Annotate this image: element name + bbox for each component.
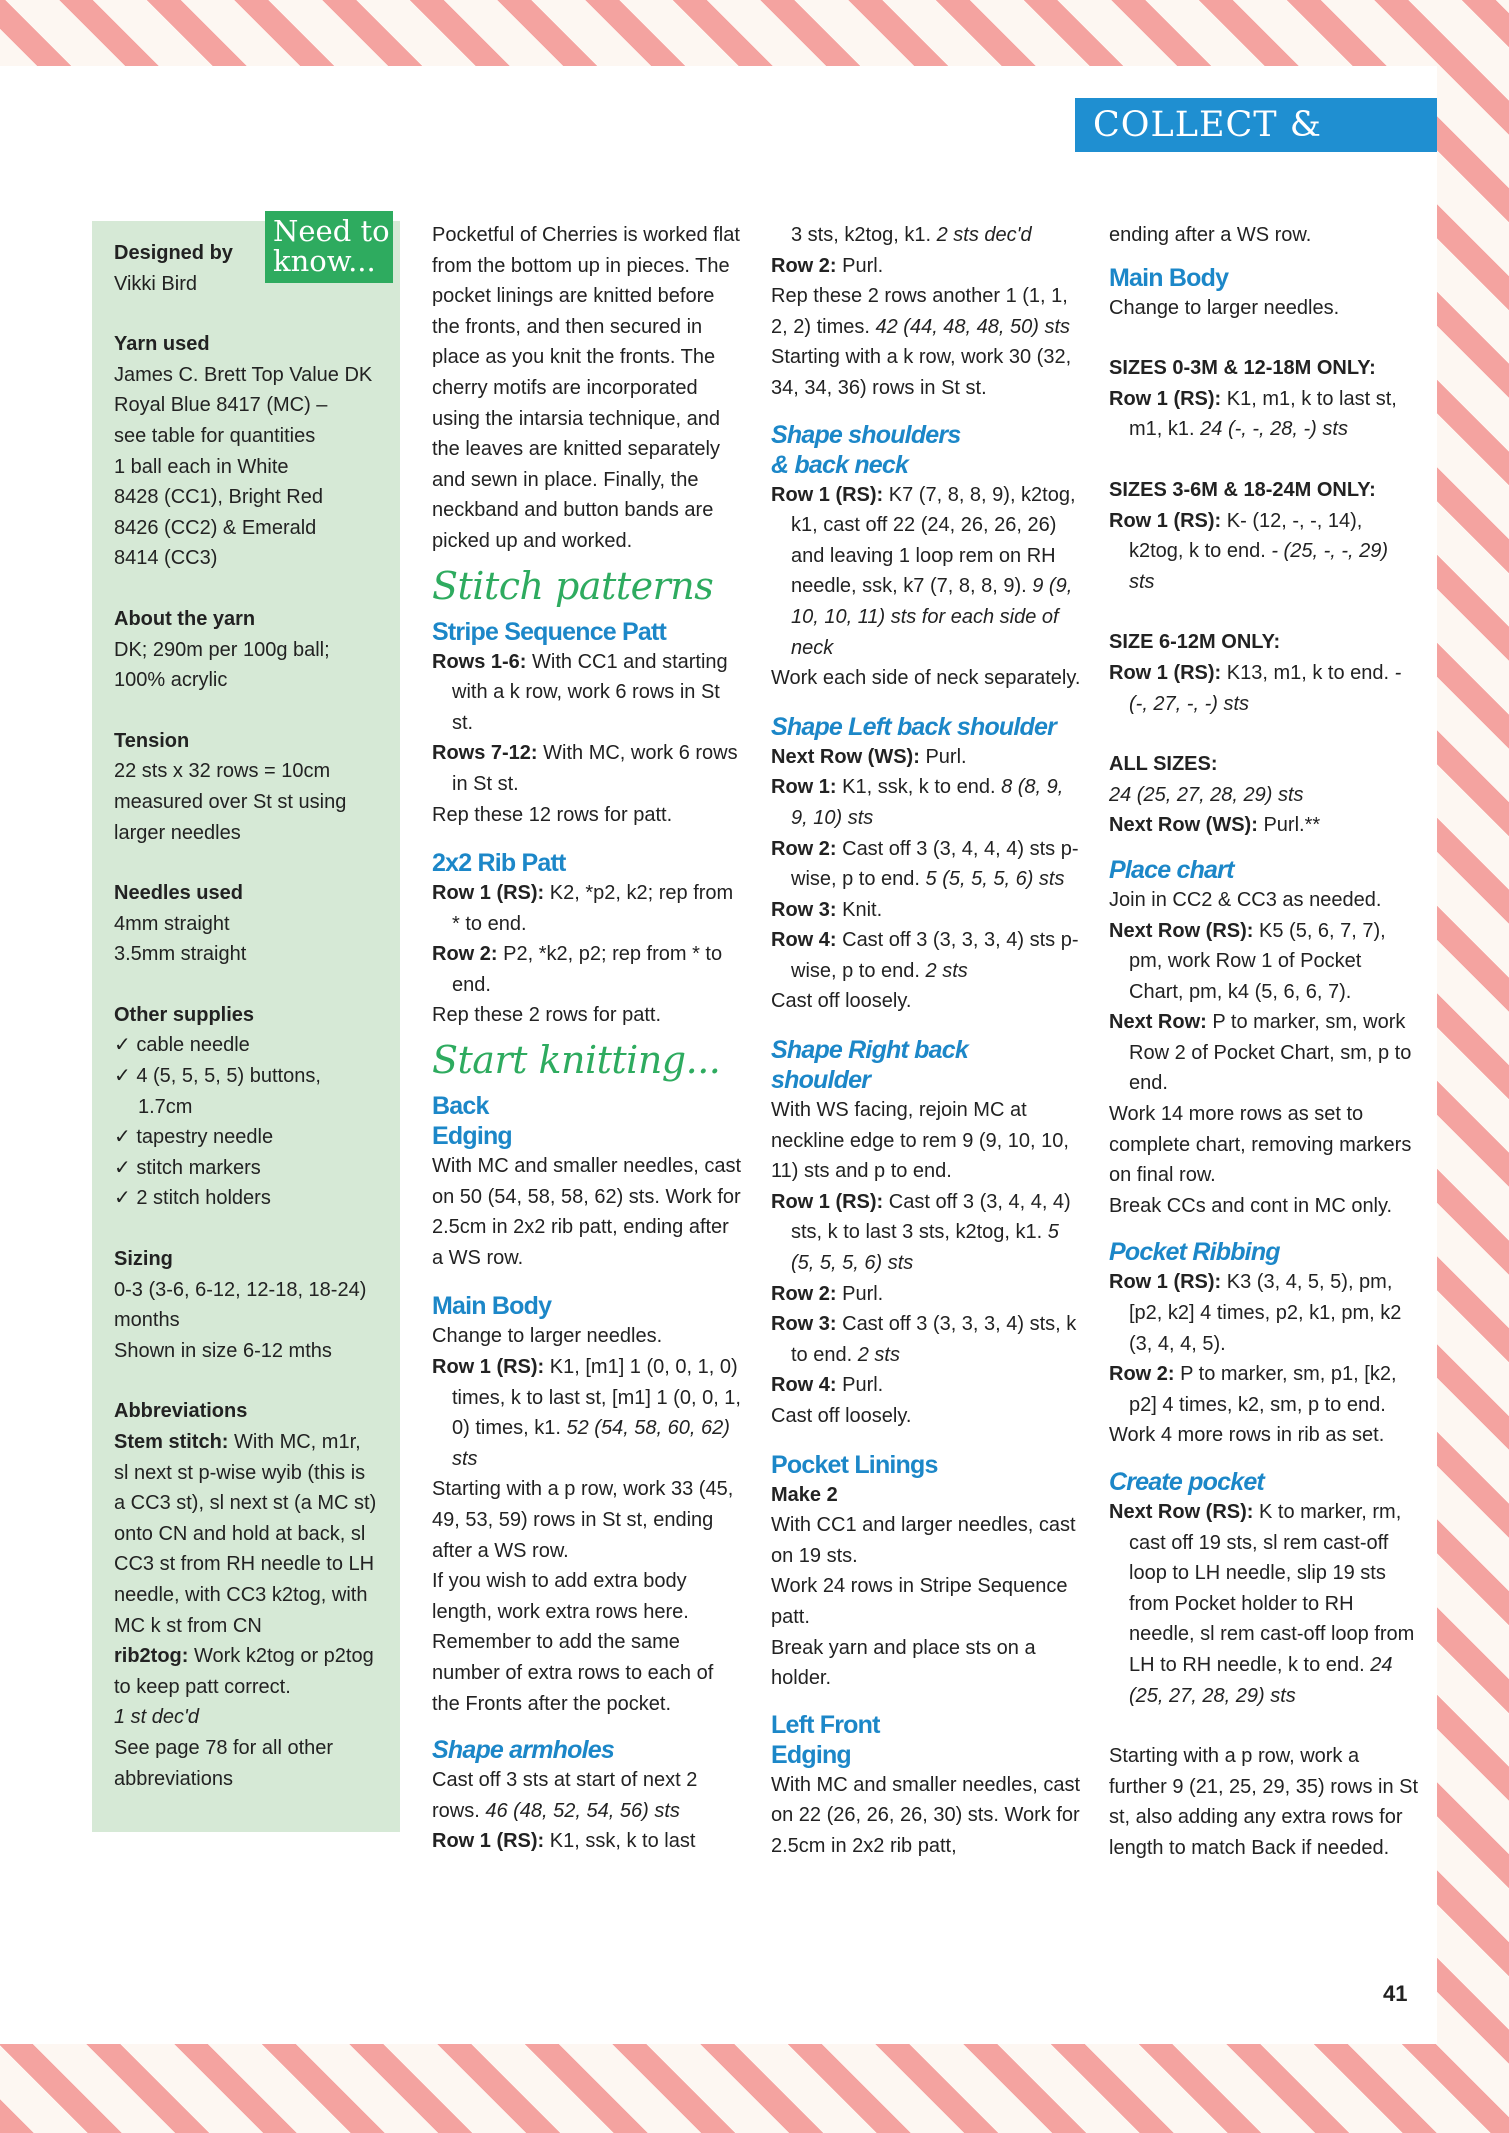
supply-item: ✓ cable needle [114, 1034, 250, 1057]
instruction-row: Next Row (RS): K5 (5, 6, 7, 7), pm, work Row 1 of Pocket Chart, pm, k4 (5, 6, 6, 7). [1109, 919, 1386, 1003]
instruction-text: With CC1 and larger needles, cast on 19 sts. [771, 1514, 1076, 1567]
yarn-label: Yarn used [114, 333, 210, 356]
instruction-row: Next Row (WS): Purl. [771, 745, 967, 768]
collect-keep-banner: COLLECT & KEEP [1075, 98, 1437, 152]
size-group-label: SIZES 0-3M & 12-18M ONLY: [1109, 357, 1376, 380]
yarn-line: see table for quantities [114, 424, 316, 447]
left-front-heading: Left Front [771, 1710, 880, 1739]
abbreviations-label: Abbreviations [114, 1400, 248, 1423]
shape-armholes-heading: Shape armholes [432, 1736, 614, 1765]
check-icon: ✓ [114, 1187, 131, 1210]
yarn-line: Royal Blue 8417 (MC) – [114, 394, 328, 417]
stitch-count: 24 (25, 27, 28, 29) sts [1109, 783, 1304, 806]
instruction-text: Starting with a p row, work a further 9 (21, 25, 29, 35) rows in St st, also adding any extra rows for length to match Back if needed. [1109, 1745, 1419, 1859]
needles-line: 4mm straight [114, 912, 230, 935]
instruction-text: Cast off 3 sts at start of next 2 rows. 46 (48, 52, 54, 56) sts [432, 1769, 698, 1822]
need-to-know-sidebar [92, 221, 400, 1832]
instruction-row: Row 3: Knit. [771, 898, 883, 921]
stem-stitch-abbrev: Stem stitch: With MC, m1r, sl next st p-wise wyib (this is a CC3 st), sl next st (a MC st) onto CN and hold at back, sl CC3 st from RH needle to LH needle, with CC3 k2tog, with MC k st from CN [114, 1431, 377, 1637]
instruction-row: Next Row (RS): K to marker, rm, cast off 19 sts, sl rem cast-off loop to LH needle, slip 19 sts from Pocket holder to RH needle, sl rem cast-off loop from LH to RH needle, k to end. 24 (25, 27, 28, 29) sts [1109, 1501, 1415, 1707]
instruction-row: Row 1 (RS): K3 (3, 4, 5, 5), pm, [p2, k2] 4 times, p2, k1, pm, k2 (3, 4, 4, 5). [1109, 1271, 1402, 1355]
instruction-row: Row 1 (RS): K13, m1, k to end. - (-, 27, -, -) sts [1109, 661, 1402, 715]
page-number: 41 [1383, 1981, 1408, 2006]
instruction-row: 3 sts, k2tog, k1. 2 sts dec'd [791, 224, 1032, 246]
main-body-heading: Main Body [432, 1292, 552, 1321]
place-chart-heading: Place chart [1109, 855, 1234, 884]
rib2tog-abbrev: rib2tog: Work k2tog or p2tog to keep patt correct. [114, 1645, 374, 1698]
instruction-text: Starting with a p row, work 33 (45, 49, 53, 59) rows in St st, ending after a WS row. [432, 1478, 734, 1562]
instruction-row: Rows 7-12: With MC, work 6 rows in St st. [432, 742, 738, 795]
rib2tog-dec: 1 st dec'd [114, 1706, 199, 1729]
needles-line: 3.5mm straight [114, 943, 247, 966]
instruction-text: Break CCs and cont in MC only. [1109, 1194, 1393, 1217]
edging-heading: Edging [432, 1122, 512, 1151]
instruction-row: Row 1 (RS): K- (12, -, -, 14), k2tog, k to end. - (25, -, -, 29) sts [1109, 509, 1389, 593]
instruction-row: Row 1 (RS): K1, m1, k to last st, m1, k1. 24 (-, -, 28, -) sts [1109, 387, 1397, 441]
shape-right-back-shoulder-heading: Shape Right back shoulder [771, 1036, 968, 1095]
instruction-row: Row 2: P2, *k2, p2; rep from * to end. [432, 943, 723, 996]
size-group-label: SIZE 6-12M ONLY: [1109, 631, 1281, 654]
instruction-text: With MC and smaller needles, cast on 22 (26, 26, 26, 30) sts. Work for 2.5cm in 2x2 rib patt, [771, 1773, 1081, 1857]
instruction-text: Rep these 12 rows for patt. [432, 803, 673, 826]
start-knitting-heading: Start knitting... [432, 1038, 721, 1083]
rib-patt-heading: 2x2 Rib Patt [432, 849, 566, 878]
designed-by-label: Designed by [114, 242, 233, 264]
instruction-row: Next Row (WS): Purl.** [1109, 814, 1321, 837]
check-icon: ✓ [114, 1126, 131, 1149]
tension-line: 22 sts x 32 rows = 10cm [114, 760, 331, 783]
instruction-text: Cast off loosely. [771, 1405, 912, 1427]
needles-label: Needles used [114, 882, 243, 905]
instruction-text: With MC and smaller needles, cast on 50 (54, 58, 58, 62) sts. Work for 2.5cm in 2x2 rib patt, ending after a WS row. [432, 1155, 742, 1269]
check-icon: ✓ [114, 1065, 131, 1088]
instruction-row: Row 4: Purl. [771, 1374, 884, 1397]
shape-left-back-shoulder-heading: Shape Left back shoulder [771, 712, 1057, 741]
column-3 [1109, 220, 1419, 1864]
supply-item: ✓ 4 (5, 5, 5, 5) buttons, 1.7cm [114, 1065, 321, 1118]
supply-item: ✓ tapestry needle [114, 1126, 274, 1149]
yarn-line: 8414 (CC3) [114, 547, 218, 570]
instruction-text: If you wish to add extra body length, work extra rows here. Remember to add the same number of extra rows to each of the Fronts after the pocket. [432, 1570, 714, 1715]
instruction-row: Row 4: Cast off 3 (3, 3, 3, 4) sts p-wise, p to end. 2 sts [771, 929, 1079, 982]
supply-item: ✓ 2 stitch holders [114, 1187, 271, 1210]
front-main-body-heading: Main Body [1109, 263, 1229, 292]
check-icon: ✓ [114, 1034, 131, 1057]
instruction-row: Row 3: Cast off 3 (3, 3, 3, 4) sts, k to end. 2 sts [771, 1313, 1077, 1366]
instruction-row: Row 1: K1, ssk, k to end. 8 (8, 9, 9, 10) sts [771, 776, 1064, 829]
instruction-text: Change to larger needles. [432, 1325, 663, 1348]
instruction-text: Work each side of neck separately. [771, 667, 1081, 690]
about-line: 100% acrylic [114, 669, 228, 692]
column-2 [771, 220, 1081, 1862]
instruction-text: Starting with a k row, work 30 (32, 34, 34, 36) rows in St st. [771, 346, 1072, 399]
instruction-row: Rows 1-6: With CC1 and starting with a k row, work 6 rows in St st. [432, 650, 728, 734]
about-yarn-label: About the yarn [114, 607, 256, 630]
tension-label: Tension [114, 729, 190, 752]
instruction-row: Row 2: Cast off 3 (3, 4, 4, 4) sts p-wise, p to end. 5 (5, 5, 5, 6) sts [771, 837, 1079, 891]
stitch-patterns-heading: Stitch patterns [432, 563, 714, 608]
yarn-line: 8426 (CC2) & Emerald [114, 516, 317, 539]
pocket-linings-heading: Pocket Linings [771, 1450, 938, 1479]
make-2-label: Make 2 [771, 1483, 838, 1506]
see-page-note: See page 78 for all other abbreviations [114, 1736, 334, 1790]
instruction-row: Row 1 (RS): K2, *p2, k2; rep from * to end. [432, 882, 734, 935]
instruction-row: Row 2: Purl. [771, 254, 884, 277]
yarn-line: 8428 (CC1), Bright Red [114, 486, 323, 509]
column-1 [432, 220, 742, 1857]
supply-item: ✓ stitch markers [114, 1156, 261, 1179]
sizing-shown: Shown in size 6-12 mths [114, 1339, 332, 1362]
designer-name: Vikki Bird [114, 272, 197, 295]
instruction-text: Change to larger needles. [1109, 296, 1340, 319]
sizing-label: Sizing [114, 1248, 173, 1271]
about-line: DK; 290m per 100g ball; [114, 638, 330, 661]
size-group-label: ALL SIZES: [1109, 753, 1218, 776]
instruction-row: Row 1 (RS): Cast off 3 (3, 4, 4, 4) sts, k to last 3 sts, k2tog, k1. 5 (5, 5, 5, 6) sts [771, 1190, 1071, 1275]
instruction-text: Work 14 more rows as set to complete chart, removing markers on final row. [1109, 1103, 1412, 1187]
yarn-line: 1 ball each in White [114, 455, 289, 478]
page [0, 66, 1437, 2044]
tension-line: measured over St st using [114, 790, 347, 813]
need-to-know-tag: Need to know... [265, 211, 393, 283]
instruction-row: Next Row: P to marker, sm, work Row 2 of Pocket Chart, sm, p to end. [1109, 1011, 1412, 1095]
instruction-text: Work 24 rows in Stripe Sequence patt. [771, 1575, 1068, 1628]
size-group-label: SIZES 3-6M & 18-24M ONLY: [1109, 478, 1376, 501]
pocket-ribbing-heading: Pocket Ribbing [1109, 1238, 1280, 1267]
sizing-text: 0-3 (3-6, 6-12, 12-18, 18-24) months [114, 1278, 367, 1332]
instruction-text: Rep these 2 rows for patt. [432, 1004, 662, 1027]
instruction-text: With WS facing, rejoin MC at neckline edge to rem 9 (9, 10, 10, 11) sts and p to end. [771, 1099, 1069, 1183]
instruction-row: Row 2: P to marker, sm, p1, [k2, p2] 4 times, k2, sm, p to end. [1109, 1363, 1397, 1416]
instruction-row: Row 1 (RS): K7 (7, 8, 8, 9), k2tog, k1, cast off 22 (24, 26, 26, 26) and leaving 1 loop rem on RH needle, ssk, k7 (7, 8, 8, 9). 9 (9, 10, 10, 11) sts for each side of neck [771, 483, 1076, 659]
instruction-text: Cast off loosely. [771, 990, 912, 1013]
instruction-text: ending after a WS row. [1109, 224, 1312, 246]
instruction-text: Break yarn and place sts on a holder. [771, 1636, 1036, 1690]
instruction-text: Work 4 more rows in rib as set. [1109, 1424, 1385, 1447]
instruction-row: Row 1 (RS): K1, ssk, k to last [432, 1830, 696, 1853]
intro-text: Pocketful of Cherries is worked flat from the bottom up in pieces. The pocket linings are knitted before the fronts, and then secured in place as you knit the fronts. The cherry motifs are incorporated using the intarsia technique, and the leaves are knitted separately and sewn in place. Finally, the neckband and button bands are picked up and worked. [432, 224, 740, 552]
instruction-row: Row 1 (RS): K1, [m1] 1 (0, 0, 1, 0) times, k to last st, [m1] 1 (0, 0, 1, 0) times, k1. 52 (54, 58, 60, 62) sts [432, 1356, 741, 1470]
back-heading: Back [432, 1092, 489, 1121]
left-front-edging-heading: Edging [771, 1740, 851, 1769]
yarn-line: James C. Brett Top Value DK [114, 363, 373, 386]
instruction-text: Rep these 2 rows another 1 (1, 1, 2, 2) times. 42 (44, 48, 48, 50) sts [771, 285, 1071, 338]
instruction-row: Row 2: Purl. [771, 1282, 884, 1305]
instruction-text: Join in CC2 & CC3 as needed. [1109, 888, 1382, 911]
create-pocket-heading: Create pocket [1109, 1468, 1264, 1496]
supplies-label: Other supplies [114, 1003, 255, 1026]
stripe-sequence-heading: Stripe Sequence Patt [432, 617, 667, 646]
shape-shoulders-heading: Shape shoulders & back neck [771, 420, 961, 479]
tension-line: larger needles [114, 821, 241, 844]
check-icon: ✓ [114, 1156, 131, 1179]
